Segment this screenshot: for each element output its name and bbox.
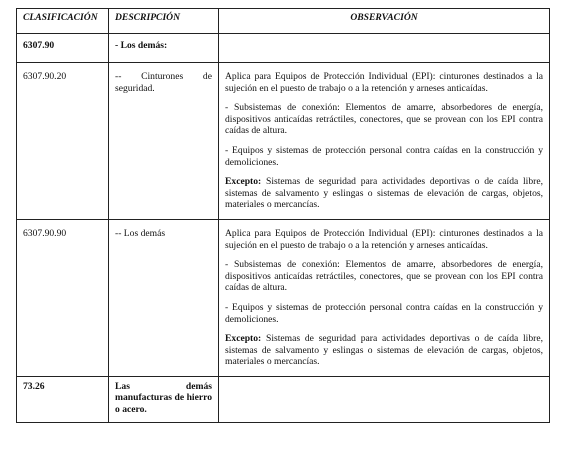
code-cell: 6307.90 bbox=[17, 34, 109, 63]
description-cell: -- Cinturones de seguridad. bbox=[109, 63, 219, 220]
observation-cell bbox=[219, 63, 550, 220]
header-observacion: OBSERVACIÓN bbox=[219, 9, 550, 34]
exception-paragraph bbox=[225, 176, 543, 211]
observation-cell bbox=[219, 376, 550, 422]
exception-text: Sistemas de seguridad para actividades deportivas o de caída libre, sistemas de salvamento y eslingas o sistemas de elevación de cargas, objetos, materiales o mercancías. bbox=[225, 176, 543, 211]
exception-label: Excepto: bbox=[225, 333, 262, 345]
classification-table bbox=[16, 8, 550, 423]
observation-cell bbox=[219, 219, 550, 376]
table-row bbox=[17, 376, 550, 422]
code-cell: 73.26 bbox=[17, 376, 109, 422]
exception-label: Excepto: bbox=[225, 176, 262, 188]
observation-paragraph: Aplica para Equipos de Protección Individual (EPI): cinturones destinados a la sujeción en el puesto de trabajo o a la retención y arneses anticaídas. bbox=[225, 227, 543, 251]
description-cell: Las demás manufacturas de hierro o acero. bbox=[109, 376, 219, 422]
description-cell: - Los demás: bbox=[109, 34, 219, 63]
exception-paragraph bbox=[225, 333, 543, 368]
observation-paragraph: - Subsistemas de conexión: Elementos de amarre, absorbedores de energía, dispositivos anticaídas retráctiles, conectores, que se provean con los EPI contra caídas de altura. bbox=[225, 259, 543, 294]
observation-paragraph: - Subsistemas de conexión: Elementos de amarre, absorbedores de energía, dispositivos anticaídas retráctiles, conectores, que se provean con los EPI contra caídas de altura. bbox=[225, 102, 543, 137]
table-row bbox=[17, 63, 550, 220]
observation-paragraph: Aplica para Equipos de Protección Individual (EPI): cinturones destinados a la sujeción en el puesto de trabajo o a la retención y arneses anticaídas. bbox=[225, 71, 543, 94]
table-row bbox=[17, 34, 550, 63]
observation-paragraph: - Equipos y sistemas de protección personal contra caídas en la construcción y demoliciones. bbox=[225, 301, 543, 325]
table-row bbox=[17, 219, 550, 376]
observation-cell bbox=[219, 34, 550, 63]
exception-text: Sistemas de seguridad para actividades deportivas o de caída libre, sistemas de salvamento y eslingas o sistemas de elevación de cargas, objetos, materiales o mercancías. bbox=[225, 333, 543, 368]
header-descripcion: DESCRIPCIÓN bbox=[109, 9, 219, 34]
description-cell: -- Los demás bbox=[109, 219, 219, 376]
header-row bbox=[17, 9, 550, 34]
observation-paragraph: - Equipos y sistemas de protección personal contra caídas en la construcción y demoliciones. bbox=[225, 144, 543, 168]
header-clasificacion: CLASIFICACIÓN bbox=[17, 9, 109, 34]
code-cell: 6307.90.20 bbox=[17, 63, 109, 220]
code-cell: 6307.90.90 bbox=[17, 219, 109, 376]
